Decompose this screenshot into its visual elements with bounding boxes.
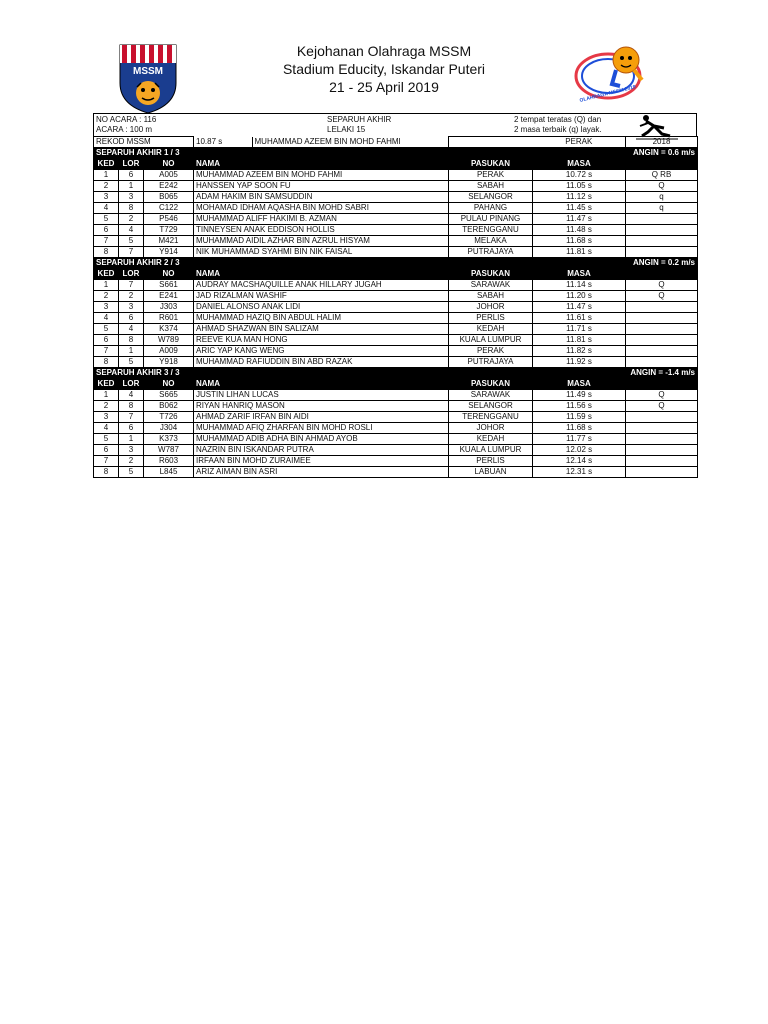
time: 11.68 s [533, 236, 626, 247]
position: 1 [94, 390, 119, 401]
lane: 7 [119, 247, 144, 258]
results-sheet [93, 113, 697, 478]
heat-title: SEPARUH AKHIR 3 / 3 [96, 368, 180, 377]
team: SELANGOR [449, 192, 533, 203]
athlete-name: HANSSEN YAP SOON FU [194, 181, 449, 192]
position: 2 [94, 181, 119, 192]
bib-number: B065 [144, 192, 194, 203]
table-row [94, 346, 698, 357]
bib-number: K373 [144, 434, 194, 445]
team: JOHOR [449, 302, 533, 313]
qualification [626, 313, 698, 324]
athlete-name: MOHAMAD IDHAM AQASHA BIN MOHD SABRI [194, 203, 449, 214]
position: 5 [94, 324, 119, 335]
team: PERLIS [449, 456, 533, 467]
no-acara: NO ACARA : 116 [96, 115, 157, 124]
column-header-lor: LOR [119, 379, 144, 390]
time: 11.71 s [533, 324, 626, 335]
lane: 2 [119, 214, 144, 225]
athlete-name: JAD RIZALMAN WASHIF [194, 291, 449, 302]
qualification [626, 346, 698, 357]
table-row [94, 280, 698, 291]
team: KUALA LUMPUR [449, 445, 533, 456]
table-row [94, 192, 698, 203]
category: LELAKI 15 [327, 125, 366, 134]
athlete-name: ADAM HAKIM BIN SAMSUDDIN [194, 192, 449, 203]
heat-wind: ANGIN = 0.2 m/s [632, 258, 695, 267]
athlete-name: MUHAMMAD AFIQ ZHARFAN BIN MOHD ROSLI [194, 423, 449, 434]
team: PERLIS [449, 313, 533, 324]
lane: 4 [119, 324, 144, 335]
lane: 2 [119, 456, 144, 467]
time: 11.14 s [533, 280, 626, 291]
event-title: Kejohanan Olahraga MSSM [296, 43, 472, 59]
qualification: q [626, 192, 698, 203]
table-row [94, 225, 698, 236]
table-row [94, 302, 698, 313]
column-header-row [94, 269, 698, 280]
heat-title-row [94, 258, 698, 269]
position: 4 [94, 423, 119, 434]
lane: 5 [119, 357, 144, 368]
qualification [626, 434, 698, 445]
table-row [94, 390, 698, 401]
column-header-pasukan: PASUKAN [449, 379, 533, 390]
bib-number: T726 [144, 412, 194, 423]
time: 11.48 s [533, 225, 626, 236]
lane: 1 [119, 434, 144, 445]
athlete-name: AHMAD ZARIF IRFAN BIN AIDI [194, 412, 449, 423]
lane: 6 [119, 313, 144, 324]
olahraga-mascot-logo [572, 40, 654, 104]
team: SABAH [449, 291, 533, 302]
heat-title-row [94, 148, 698, 159]
table-row [94, 412, 698, 423]
bib-number: A009 [144, 346, 194, 357]
qualification [626, 324, 698, 335]
bib-number: T729 [144, 225, 194, 236]
position: 1 [94, 280, 119, 291]
team: PERAK [449, 346, 533, 357]
column-header-lor: LOR [119, 269, 144, 280]
lane: 3 [119, 302, 144, 313]
time: 11.61 s [533, 313, 626, 324]
position: 5 [94, 214, 119, 225]
lane: 5 [119, 467, 144, 478]
qualification [626, 214, 698, 225]
team: PUTRAJAYA [449, 357, 533, 368]
table-row [94, 170, 698, 181]
team: TERENGGANU [449, 412, 533, 423]
column-header-ked: KED [94, 269, 119, 280]
table-row [94, 247, 698, 258]
column-header-row [94, 379, 698, 390]
bib-number: A005 [144, 170, 194, 181]
athlete-name: NAZRIN BIN ISKANDAR PUTRA [194, 445, 449, 456]
bib-number: Y914 [144, 247, 194, 258]
table-row [94, 324, 698, 335]
athlete-name: MUHAMMAD ALIFF HAKIMI B. AZMAN [194, 214, 449, 225]
athlete-name: IRFAAN BIN MOHD ZURAIMEE [194, 456, 449, 467]
time: 11.77 s [533, 434, 626, 445]
position: 1 [94, 170, 119, 181]
bib-number: P546 [144, 214, 194, 225]
bib-number: E241 [144, 291, 194, 302]
athlete-name: AHMAD SHAZWAN BIN SALIZAM [194, 324, 449, 335]
lane: 6 [119, 423, 144, 434]
event-info [93, 113, 697, 136]
bib-number: B062 [144, 401, 194, 412]
team: SELANGOR [449, 401, 533, 412]
time: 11.81 s [533, 247, 626, 258]
athlete-name: RIYAN HANRIQ MASON [194, 401, 449, 412]
bib-number: S661 [144, 280, 194, 291]
heat-title: SEPARUH AKHIR 1 / 3 [96, 148, 180, 157]
team: PAHANG [449, 203, 533, 214]
column-header-nama: NAMA [194, 159, 449, 170]
table-row [94, 445, 698, 456]
column-header-nama: NAMA [194, 269, 449, 280]
position: 4 [94, 203, 119, 214]
event-venue: Stadium Educity, Iskandar Puteri [282, 61, 486, 77]
athlete-name: NIK MUHAMMAD SYAHMI BIN NIK FAISAL [194, 247, 449, 258]
column-header-pasukan: PASUKAN [449, 269, 533, 280]
lane: 6 [119, 170, 144, 181]
column-header-ked: KED [94, 159, 119, 170]
position: 2 [94, 401, 119, 412]
record-team: PERAK [533, 137, 626, 148]
heat-title: SEPARUH AKHIR 2 / 3 [96, 258, 180, 267]
bib-number: Y918 [144, 357, 194, 368]
lane: 4 [119, 390, 144, 401]
position: 6 [94, 335, 119, 346]
qualification [626, 247, 698, 258]
position: 5 [94, 434, 119, 445]
lane: 7 [119, 280, 144, 291]
column-header-nama: NAMA [194, 379, 449, 390]
heat-title-row [94, 368, 698, 379]
column-header-ked: KED [94, 379, 119, 390]
table-row [94, 291, 698, 302]
bib-number: L845 [144, 467, 194, 478]
bib-number: R603 [144, 456, 194, 467]
qualification [626, 225, 698, 236]
table-row [94, 181, 698, 192]
bib-number: K374 [144, 324, 194, 335]
athlete-name: ARIZ AIMAN BIN ASRI [194, 467, 449, 478]
position: 7 [94, 236, 119, 247]
record-label: REKOD MSSM [94, 137, 194, 148]
time: 12.02 s [533, 445, 626, 456]
column-header-no: NO [144, 379, 194, 390]
qualification [626, 357, 698, 368]
team: JOHOR [449, 423, 533, 434]
lane: 1 [119, 181, 144, 192]
team: KUALA LUMPUR [449, 335, 533, 346]
time: 11.05 s [533, 181, 626, 192]
table-row [94, 214, 698, 225]
team: PUTRAJAYA [449, 247, 533, 258]
position: 6 [94, 225, 119, 236]
team: SABAH [449, 181, 533, 192]
lane: 1 [119, 346, 144, 357]
record-row [94, 137, 698, 148]
time: 11.45 s [533, 203, 626, 214]
logo-left-text: MSSM [133, 66, 163, 77]
athlete-name: DANIEL ALONSO ANAK LIDI [194, 302, 449, 313]
team: SARAWAK [449, 280, 533, 291]
table-row [94, 357, 698, 368]
event-dates: 21 - 25 April 2019 [329, 79, 439, 95]
bib-number: J303 [144, 302, 194, 313]
team: PERAK [449, 170, 533, 181]
time: 12.31 s [533, 467, 626, 478]
logo-right-text: OLAHRAGA MSSM 2019 [579, 84, 637, 104]
qualification [626, 302, 698, 313]
lane: 5 [119, 236, 144, 247]
lane: 8 [119, 203, 144, 214]
table-row [94, 236, 698, 247]
qualification: Q [626, 181, 698, 192]
column-header-lor: LOR [119, 159, 144, 170]
athlete-name: AUDRAY MACSHAQUILLE ANAK HILLARY JUGAH [194, 280, 449, 291]
column-header-row [94, 159, 698, 170]
athlete-name: MUHAMMAD RAFIUDDIN BIN ABD RAZAK [194, 357, 449, 368]
team: SARAWAK [449, 390, 533, 401]
table-row [94, 203, 698, 214]
qualification: Q [626, 280, 698, 291]
record-name: MUHAMMAD AZEEM BIN MOHD FAHMI [254, 136, 401, 146]
qualification: Q [626, 291, 698, 302]
qualification: Q [626, 401, 698, 412]
time: 11.59 s [533, 412, 626, 423]
athlete-name: JUSTIN LIHAN LUCAS [194, 390, 449, 401]
qualification [626, 412, 698, 423]
athlete-name: ARIC YAP KANG WENG [194, 346, 449, 357]
position: 3 [94, 192, 119, 203]
position: 3 [94, 302, 119, 313]
qualify-rule-1: 2 tempat teratas (Q) dan [514, 115, 602, 124]
bib-number: S665 [144, 390, 194, 401]
table-row [94, 401, 698, 412]
sprinter-icon [634, 114, 680, 140]
athlete-name: REEVE KUA MAN HONG [194, 335, 449, 346]
table-row [94, 423, 698, 434]
lane: 3 [119, 445, 144, 456]
qualification: q [626, 203, 698, 214]
position: 7 [94, 456, 119, 467]
record-time: 10.87 s [194, 137, 252, 147]
lane: 8 [119, 401, 144, 412]
acara: ACARA : 100 m [96, 125, 153, 134]
time: 11.49 s [533, 390, 626, 401]
time: 11.92 s [533, 357, 626, 368]
bib-number: R601 [144, 313, 194, 324]
position: 8 [94, 357, 119, 368]
table-row [94, 456, 698, 467]
bib-number: M421 [144, 236, 194, 247]
qualification [626, 236, 698, 247]
team: TERENGGANU [449, 225, 533, 236]
column-header-no: NO [144, 159, 194, 170]
position: 8 [94, 467, 119, 478]
lane: 3 [119, 192, 144, 203]
stage: SEPARUH AKHIR [327, 115, 392, 124]
time: 11.12 s [533, 192, 626, 203]
lane: 4 [119, 225, 144, 236]
lane: 8 [119, 335, 144, 346]
lane: 7 [119, 412, 144, 423]
time: 11.82 s [533, 346, 626, 357]
bib-number: C122 [144, 203, 194, 214]
qualification [626, 423, 698, 434]
qualification [626, 445, 698, 456]
athlete-name: MUHAMMAD AIDIL AZHAR BIN AZRUL HISYAM [194, 236, 449, 247]
results-table [93, 136, 698, 478]
athlete-name: MUHAMMAD AZEEM BIN MOHD FAHMI [194, 170, 449, 181]
athlete-name: MUHAMMAD ADIB ADHA BIN AHMAD AYOB [194, 434, 449, 445]
bib-number: W787 [144, 445, 194, 456]
heat-wind: ANGIN = -1.4 m/s [630, 368, 695, 377]
position: 6 [94, 445, 119, 456]
lane: 2 [119, 291, 144, 302]
time: 12.14 s [533, 456, 626, 467]
time: 10.72 s [533, 170, 626, 181]
position: 7 [94, 346, 119, 357]
table-row [94, 313, 698, 324]
page-header [200, 42, 568, 96]
bib-number: W789 [144, 335, 194, 346]
column-header-masa: MASA [533, 379, 626, 390]
column-header-pasukan: PASUKAN [449, 159, 533, 170]
qualification [626, 456, 698, 467]
heat-wind: ANGIN = 0.6 m/s [632, 148, 695, 157]
qualification [626, 467, 698, 478]
athlete-name: MUHAMMAD HAZIQ BIN ABDUL HALIM [194, 313, 449, 324]
qualify-rule-2: 2 masa terbaik (q) layak. [514, 125, 602, 134]
position: 3 [94, 412, 119, 423]
team: KEDAH [449, 324, 533, 335]
time: 11.47 s [533, 302, 626, 313]
qualification: Q [626, 390, 698, 401]
team: LABUAN [449, 467, 533, 478]
team: KEDAH [449, 434, 533, 445]
table-row [94, 434, 698, 445]
column-header-no: NO [144, 269, 194, 280]
mssm-tiger-shield-logo [118, 43, 178, 115]
time: 11.68 s [533, 423, 626, 434]
athlete-name: TINNEYSEN ANAK EDDISON HOLLIS [194, 225, 449, 236]
qualification [626, 335, 698, 346]
bib-number: E242 [144, 181, 194, 192]
qualification: Q RB [626, 170, 698, 181]
time: 11.47 s [533, 214, 626, 225]
time: 11.56 s [533, 401, 626, 412]
table-row [94, 467, 698, 478]
column-header-masa: MASA [533, 159, 626, 170]
bib-number: J304 [144, 423, 194, 434]
position: 4 [94, 313, 119, 324]
table-row [94, 335, 698, 346]
record-year: 2018 [626, 137, 698, 148]
column-header-masa: MASA [533, 269, 626, 280]
team: MELAKA [449, 236, 533, 247]
time: 11.81 s [533, 335, 626, 346]
time: 11.20 s [533, 291, 626, 302]
team: PULAU PINANG [449, 214, 533, 225]
position: 2 [94, 291, 119, 302]
position: 8 [94, 247, 119, 258]
